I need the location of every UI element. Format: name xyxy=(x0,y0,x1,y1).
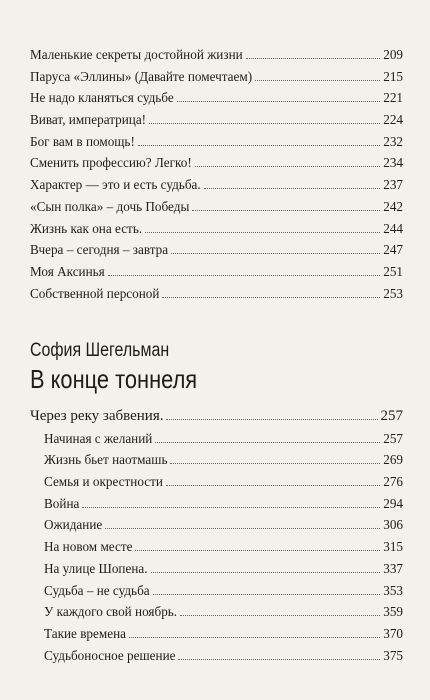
toc-entry-title: Бог вам в помощь! xyxy=(30,133,135,149)
dot-leader xyxy=(82,507,380,508)
toc-entry-title: На новом месте xyxy=(44,539,133,555)
toc-entry-title: У каждого свой ноябрь. xyxy=(44,604,178,620)
toc-entry[interactable] xyxy=(30,239,403,261)
dot-leader xyxy=(162,297,380,298)
toc-entry-title: Жизнь как она есть. xyxy=(30,220,143,236)
toc-entry-title: Не надо кланяться судьбе xyxy=(30,90,174,106)
dot-leader xyxy=(177,101,381,102)
author-name: София Шегельман xyxy=(30,340,170,361)
toc-entry-title: Война xyxy=(44,495,80,511)
dot-leader xyxy=(192,210,380,211)
dot-leader xyxy=(138,145,380,146)
toc-entry-title: Судьбоносное решение xyxy=(44,647,176,663)
dot-leader xyxy=(145,232,380,233)
book-title: В конце тоннеля xyxy=(30,364,198,394)
toc-entry[interactable] xyxy=(30,196,403,218)
toc-entry[interactable] xyxy=(30,493,403,515)
dot-leader xyxy=(149,123,380,124)
toc-entry-page: 247 xyxy=(383,242,403,258)
toc-entry[interactable] xyxy=(30,87,403,109)
toc-entry-page: 237 xyxy=(383,177,403,193)
toc-entry-title: Жизнь бьет наотмашь xyxy=(44,452,168,468)
dot-leader xyxy=(151,572,381,573)
toc-entry-title: Виват, императрица! xyxy=(30,112,147,128)
toc-entry-page: 242 xyxy=(383,198,403,214)
toc-entry[interactable] xyxy=(30,558,403,580)
toc-entry-page: 221 xyxy=(383,90,403,106)
toc-entry-page: 370 xyxy=(383,625,403,641)
toc-entry-page: 294 xyxy=(383,495,403,511)
toc-entry-title: Вчера – сегодня – завтра xyxy=(30,242,169,258)
toc-entry-page: 257 xyxy=(383,430,403,446)
dot-leader xyxy=(195,166,380,167)
dot-leader xyxy=(255,80,380,81)
dot-leader xyxy=(178,659,380,660)
toc-section-1 xyxy=(30,44,403,304)
toc-entry[interactable] xyxy=(30,580,403,602)
toc-entry-page: 375 xyxy=(383,647,403,663)
toc-entry-title: Начиная с желаний xyxy=(44,430,153,446)
toc-entry[interactable] xyxy=(30,66,403,88)
toc-entry-page: 224 xyxy=(383,112,403,128)
toc-entry-title: «Сын полка» – дочь Победы xyxy=(30,198,190,214)
toc-part-heading[interactable] xyxy=(30,406,403,428)
toc-entry-page: 215 xyxy=(383,68,403,84)
dot-leader xyxy=(105,528,380,529)
toc-entry-page: 315 xyxy=(383,539,403,555)
toc-entry[interactable] xyxy=(30,623,403,645)
dot-leader xyxy=(166,419,377,420)
toc-entry-title: Собственной персоной xyxy=(30,285,160,301)
toc-entry-page: 232 xyxy=(383,133,403,149)
toc-entry[interactable] xyxy=(30,261,403,283)
dot-leader xyxy=(171,253,380,254)
toc-entry[interactable] xyxy=(30,131,403,153)
dot-leader xyxy=(153,594,381,595)
toc-entry-page: 306 xyxy=(383,517,403,533)
toc-entry[interactable] xyxy=(30,428,403,450)
toc-entry[interactable] xyxy=(30,109,403,131)
toc-entry[interactable] xyxy=(30,471,403,493)
toc-entry-page: 359 xyxy=(383,604,403,620)
toc-entry-page: 257 xyxy=(380,408,403,424)
dot-leader xyxy=(170,463,380,464)
dot-leader xyxy=(108,275,380,276)
dot-leader xyxy=(180,615,380,616)
toc-entry[interactable] xyxy=(30,645,403,667)
toc-entry[interactable] xyxy=(30,536,403,558)
toc-entry-page: 251 xyxy=(383,263,403,279)
toc-entry[interactable] xyxy=(30,152,403,174)
toc-entry[interactable] xyxy=(30,449,403,471)
toc-entry[interactable] xyxy=(30,514,403,536)
toc-entry-title: Судьба – не судьба xyxy=(44,582,150,598)
dot-leader xyxy=(246,58,381,59)
toc-entry-page: 276 xyxy=(383,474,403,490)
toc-entry-title: Паруса «Эллины» (Давайте помечтаем) xyxy=(30,68,253,84)
toc-entry[interactable] xyxy=(30,283,403,305)
toc-entry-title: Семья и окрестности xyxy=(44,474,163,490)
toc-entry-page: 253 xyxy=(383,285,403,301)
toc-entry-title: На улице Шопена. xyxy=(44,560,148,576)
toc-entry-page: 269 xyxy=(383,452,403,468)
toc-entry-title: Через реку забвения. xyxy=(30,408,164,424)
toc-entry[interactable] xyxy=(30,44,403,66)
toc-entry-page: 234 xyxy=(383,155,403,171)
toc-entry[interactable] xyxy=(30,174,403,196)
toc-entry[interactable] xyxy=(30,601,403,623)
toc-entry-page: 353 xyxy=(383,582,403,598)
toc-entry-title: Такие времена xyxy=(44,625,126,641)
toc-entry[interactable] xyxy=(30,218,403,240)
dot-leader xyxy=(135,550,380,551)
toc-entry-title: Сменить профессию? Легко! xyxy=(30,155,192,171)
toc-entry-title: Характер — это и есть судьба. xyxy=(30,177,201,193)
dot-leader xyxy=(166,485,380,486)
toc-entry-title: Моя Аксинья xyxy=(30,263,105,279)
toc-entry-title: Ожидание xyxy=(44,517,103,533)
toc-section-2 xyxy=(30,406,403,666)
toc-entry-page: 244 xyxy=(383,220,403,236)
dot-leader xyxy=(129,637,380,638)
dot-leader xyxy=(204,188,381,189)
toc-entry-title: Маленькие секреты достойной жизни xyxy=(30,47,243,62)
dot-leader xyxy=(155,442,380,443)
toc-entry-page: 337 xyxy=(383,560,403,576)
toc-entry-page: 209 xyxy=(383,47,403,62)
